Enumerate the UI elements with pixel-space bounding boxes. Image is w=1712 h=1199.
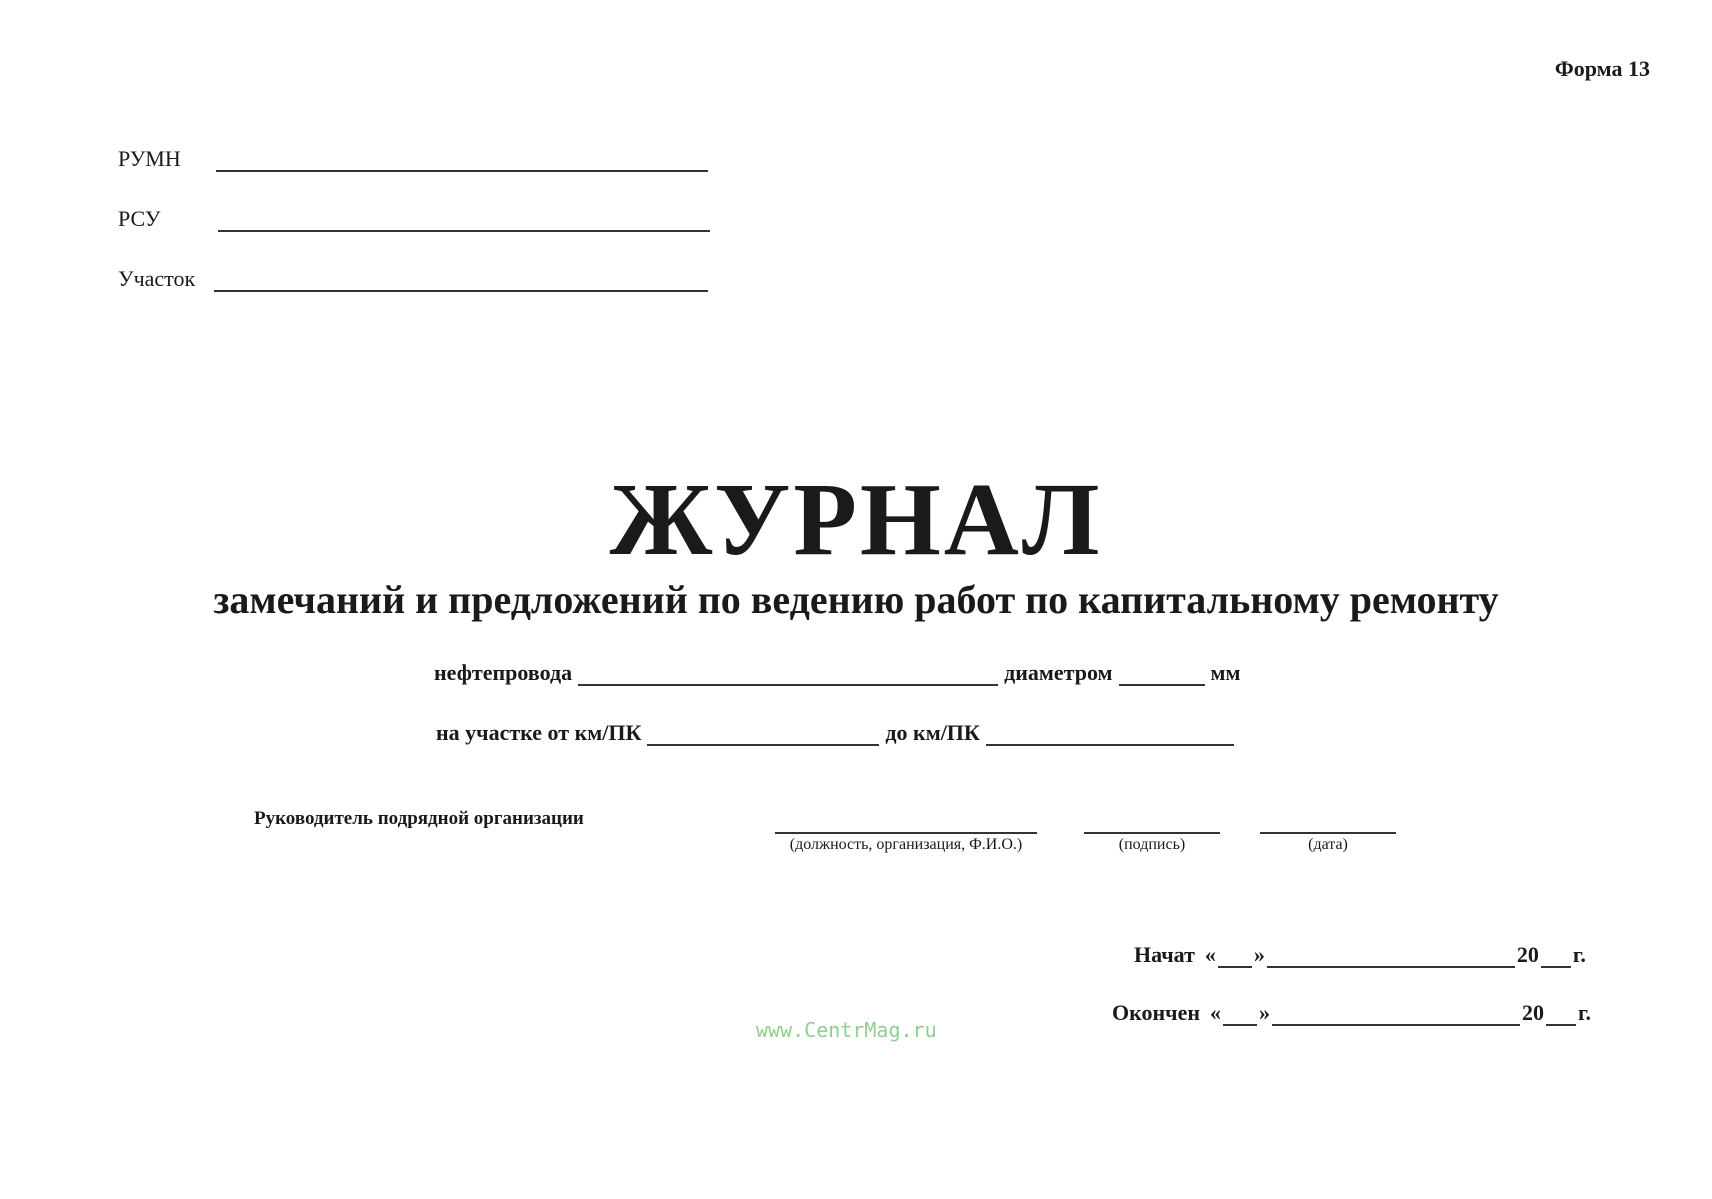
org-field-section: [118, 266, 708, 292]
diameter-line: [1119, 666, 1205, 686]
year-line: [1541, 948, 1571, 968]
position-signature-block: [766, 812, 1046, 854]
date-caption: (дата): [1308, 836, 1348, 853]
org-field-label: РСУ: [118, 206, 161, 231]
signature-caption: (подпись): [1118, 836, 1186, 853]
close-quote: »: [1259, 1000, 1271, 1025]
date-block: [1258, 812, 1398, 854]
started-label: Начат: [1134, 942, 1195, 967]
day-line: [1218, 948, 1252, 968]
to-km-label: до км/ПК: [885, 720, 980, 745]
year-suffix: г.: [1578, 1000, 1592, 1025]
diameter-label: диаметром: [1004, 660, 1113, 685]
from-km-label: на участке от км/ПК: [436, 720, 642, 745]
pipeline-row: [434, 660, 1241, 686]
finished-date-row: [1112, 1000, 1591, 1026]
date-line: [1260, 812, 1396, 834]
org-field-rsu: [118, 206, 710, 232]
org-field-line: [216, 150, 708, 172]
form-number: Форма 13: [1554, 56, 1650, 81]
month-line: [1267, 948, 1515, 968]
pipeline-label: нефтепровода: [434, 660, 573, 685]
position-line: [775, 812, 1037, 834]
day-line: [1223, 1006, 1257, 1026]
close-quote: »: [1253, 942, 1265, 967]
signature-block: [1082, 812, 1222, 854]
open-quote: «: [1204, 942, 1216, 967]
document-title: ЖУРНАЛ: [609, 462, 1103, 577]
started-date-row: [1134, 942, 1586, 968]
document-subtitle: замечаний и предложений по ведению работ по капитальному ремонту: [213, 577, 1499, 622]
org-field-line: [218, 210, 710, 232]
month-line: [1272, 1006, 1520, 1026]
year-prefix: 20: [1516, 942, 1539, 967]
from-km-line: [647, 726, 879, 746]
year-line: [1546, 1006, 1576, 1026]
finished-label: Окончен: [1112, 1000, 1201, 1025]
org-field-rumn: [118, 146, 708, 172]
year-prefix: 20: [1522, 1000, 1545, 1025]
to-km-line: [986, 726, 1234, 746]
org-field-line: [214, 270, 708, 292]
pipeline-name-line: [578, 666, 998, 686]
watermark-text: www.CentrMag.ru: [756, 1018, 937, 1042]
position-caption: (должность, организация, Ф.И.О.): [789, 836, 1023, 853]
year-suffix: г.: [1572, 942, 1586, 967]
org-field-label: РУМН: [118, 146, 181, 171]
section-row: [436, 720, 1240, 746]
diameter-unit: мм: [1210, 660, 1241, 685]
contractor-head-label: Руководитель подрядной организации: [254, 808, 584, 829]
org-field-label: Участок: [118, 266, 196, 291]
open-quote: «: [1210, 1000, 1222, 1025]
signature-line: [1084, 812, 1220, 834]
